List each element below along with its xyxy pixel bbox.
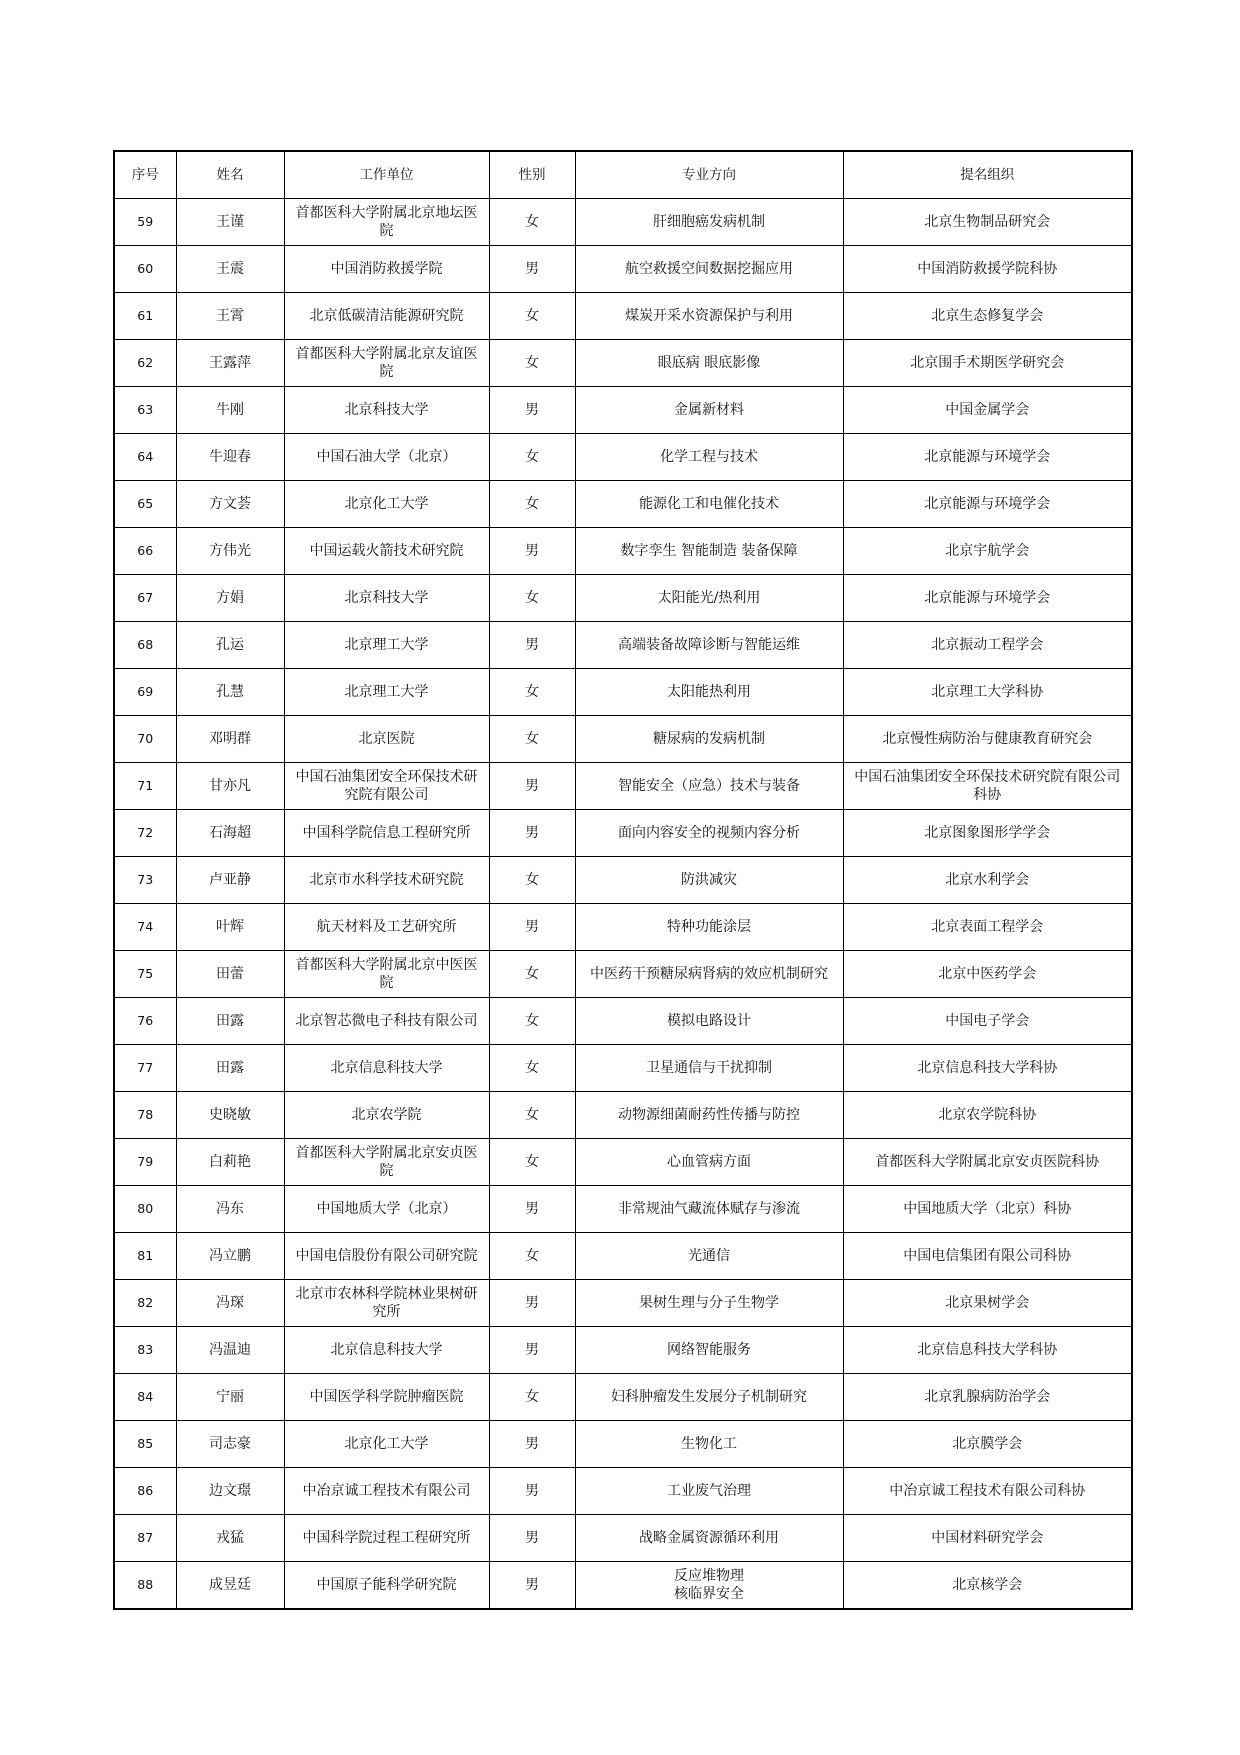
cell-nominating-org: 中国材料研究学会	[843, 1515, 1132, 1562]
cell-specialty: 糖尿病的发病机制	[575, 716, 843, 763]
cell-index: 63	[114, 387, 176, 434]
cell-name: 戎猛	[176, 1515, 284, 1562]
cell-employer: 中国地质大学（北京）	[284, 1186, 489, 1233]
table-row	[114, 340, 1132, 387]
cell-gender: 男	[489, 387, 575, 434]
cell-nominating-org: 北京能源与环境学会	[843, 481, 1132, 528]
cell-nominating-org: 北京中医药学会	[843, 951, 1132, 998]
cell-index: 75	[114, 951, 176, 998]
cell-name: 王露萍	[176, 340, 284, 387]
cell-gender: 男	[489, 904, 575, 951]
table-row	[114, 1421, 1132, 1468]
cell-nominating-org: 北京生物制品研究会	[843, 199, 1132, 246]
header-specialty: 专业方向	[575, 151, 843, 199]
document-page	[113, 150, 1131, 1610]
cell-gender: 女	[489, 199, 575, 246]
cell-nominating-org: 北京宇航学会	[843, 528, 1132, 575]
cell-gender: 女	[489, 669, 575, 716]
cell-index: 81	[114, 1233, 176, 1280]
cell-name: 边文璟	[176, 1468, 284, 1515]
cell-nominating-org: 北京核学会	[843, 1562, 1132, 1610]
cell-name: 方文荟	[176, 481, 284, 528]
cell-index: 84	[114, 1374, 176, 1421]
table-row	[114, 1045, 1132, 1092]
cell-index: 71	[114, 763, 176, 810]
cell-index: 86	[114, 1468, 176, 1515]
cell-employer: 中国医学科学院肿瘤医院	[284, 1374, 489, 1421]
cell-nominating-org: 北京振动工程学会	[843, 622, 1132, 669]
cell-name: 冯琛	[176, 1280, 284, 1327]
cell-name: 冯东	[176, 1186, 284, 1233]
cell-name: 王谨	[176, 199, 284, 246]
cell-specialty: 工业废气治理	[575, 1468, 843, 1515]
cell-name: 石海超	[176, 810, 284, 857]
cell-nominating-org: 北京生态修复学会	[843, 293, 1132, 340]
cell-gender: 男	[489, 528, 575, 575]
table-row	[114, 434, 1132, 481]
cell-specialty: 反应堆物理 核临界安全	[575, 1562, 843, 1610]
cell-name: 牛迎春	[176, 434, 284, 481]
cell-employer: 北京信息科技大学	[284, 1045, 489, 1092]
cell-nominating-org: 北京理工大学科协	[843, 669, 1132, 716]
cell-employer: 北京科技大学	[284, 575, 489, 622]
table-row	[114, 904, 1132, 951]
cell-name: 邓明群	[176, 716, 284, 763]
table-row	[114, 716, 1132, 763]
cell-employer: 北京智芯微电子科技有限公司	[284, 998, 489, 1045]
cell-nominating-org: 中冶京诚工程技术有限公司科协	[843, 1468, 1132, 1515]
cell-name: 司志豪	[176, 1421, 284, 1468]
cell-specialty: 光通信	[575, 1233, 843, 1280]
cell-employer: 北京化工大学	[284, 1421, 489, 1468]
table-row	[114, 528, 1132, 575]
cell-specialty: 动物源细菌耐药性传播与防控	[575, 1092, 843, 1139]
cell-employer: 北京市水科学技术研究院	[284, 857, 489, 904]
cell-gender: 男	[489, 1327, 575, 1374]
table-row	[114, 998, 1132, 1045]
cell-employer: 北京信息科技大学	[284, 1327, 489, 1374]
cell-name: 牛刚	[176, 387, 284, 434]
cell-gender: 男	[489, 622, 575, 669]
cell-gender: 女	[489, 1139, 575, 1186]
cell-index: 77	[114, 1045, 176, 1092]
cell-specialty: 中医药干预糖尿病肾病的效应机制研究	[575, 951, 843, 998]
table-row	[114, 1374, 1132, 1421]
cell-nominating-org: 北京表面工程学会	[843, 904, 1132, 951]
cell-specialty: 化学工程与技术	[575, 434, 843, 481]
cell-specialty: 战略金属资源循环利用	[575, 1515, 843, 1562]
cell-index: 82	[114, 1280, 176, 1327]
cell-specialty: 心血管病方面	[575, 1139, 843, 1186]
cell-name: 孔慧	[176, 669, 284, 716]
cell-gender: 男	[489, 763, 575, 810]
cell-name: 王震	[176, 246, 284, 293]
cell-specialty: 能源化工和电催化技术	[575, 481, 843, 528]
cell-index: 61	[114, 293, 176, 340]
table-row	[114, 951, 1132, 998]
cell-index: 83	[114, 1327, 176, 1374]
cell-specialty: 卫星通信与干扰抑制	[575, 1045, 843, 1092]
header-index: 序号	[114, 151, 176, 199]
cell-index: 78	[114, 1092, 176, 1139]
cell-nominating-org: 北京信息科技大学科协	[843, 1327, 1132, 1374]
cell-nominating-org: 北京能源与环境学会	[843, 434, 1132, 481]
cell-employer: 首都医科大学附属北京中医医院	[284, 951, 489, 998]
cell-name: 甘亦凡	[176, 763, 284, 810]
cell-nominating-org: 中国电信集团有限公司科协	[843, 1233, 1132, 1280]
cell-specialty: 防洪减灾	[575, 857, 843, 904]
cell-specialty: 煤炭开采水资源保护与利用	[575, 293, 843, 340]
nominee-table	[113, 150, 1133, 1610]
cell-index: 70	[114, 716, 176, 763]
cell-employer: 北京科技大学	[284, 387, 489, 434]
cell-name: 方伟光	[176, 528, 284, 575]
cell-index: 73	[114, 857, 176, 904]
cell-name: 冯立鹏	[176, 1233, 284, 1280]
table-row	[114, 1233, 1132, 1280]
table-row	[114, 1092, 1132, 1139]
table-row	[114, 246, 1132, 293]
cell-specialty: 眼底病 眼底影像	[575, 340, 843, 387]
table-row	[114, 1468, 1132, 1515]
cell-name: 田蕾	[176, 951, 284, 998]
cell-name: 宁丽	[176, 1374, 284, 1421]
cell-employer: 中国石油大学（北京）	[284, 434, 489, 481]
cell-index: 60	[114, 246, 176, 293]
cell-nominating-org: 北京信息科技大学科协	[843, 1045, 1132, 1092]
cell-name: 史晓敏	[176, 1092, 284, 1139]
cell-employer: 中国原子能科学研究院	[284, 1562, 489, 1610]
cell-index: 62	[114, 340, 176, 387]
table-row	[114, 1327, 1132, 1374]
cell-name: 卢亚静	[176, 857, 284, 904]
cell-specialty: 数字孪生 智能制造 装备保障	[575, 528, 843, 575]
cell-specialty: 非常规油气藏流体赋存与渗流	[575, 1186, 843, 1233]
cell-specialty: 妇科肿瘤发生发展分子机制研究	[575, 1374, 843, 1421]
cell-specialty: 航空救援空间数据挖掘应用	[575, 246, 843, 293]
cell-nominating-org: 北京水利学会	[843, 857, 1132, 904]
cell-nominating-org: 北京膜学会	[843, 1421, 1132, 1468]
cell-employer: 中国消防救援学院	[284, 246, 489, 293]
table-row	[114, 857, 1132, 904]
cell-index: 87	[114, 1515, 176, 1562]
cell-gender: 女	[489, 481, 575, 528]
cell-index: 66	[114, 528, 176, 575]
cell-gender: 男	[489, 1186, 575, 1233]
table-row	[114, 1139, 1132, 1186]
cell-gender: 男	[489, 1421, 575, 1468]
cell-gender: 女	[489, 340, 575, 387]
cell-specialty: 金属新材料	[575, 387, 843, 434]
cell-employer: 中国运载火箭技术研究院	[284, 528, 489, 575]
cell-gender: 男	[489, 1562, 575, 1610]
cell-gender: 女	[489, 434, 575, 481]
cell-nominating-org: 北京慢性病防治与健康教育研究会	[843, 716, 1132, 763]
cell-nominating-org: 首都医科大学附属北京安贞医院科协	[843, 1139, 1132, 1186]
cell-employer: 北京理工大学	[284, 669, 489, 716]
table-row	[114, 199, 1132, 246]
cell-gender: 男	[489, 1515, 575, 1562]
cell-name: 白莉艳	[176, 1139, 284, 1186]
header-nominating-org: 提名组织	[843, 151, 1132, 199]
cell-gender: 男	[489, 810, 575, 857]
cell-specialty: 智能安全（应急）技术与装备	[575, 763, 843, 810]
cell-specialty: 太阳能热利用	[575, 669, 843, 716]
cell-gender: 女	[489, 998, 575, 1045]
cell-specialty: 高端装备故障诊断与智能运维	[575, 622, 843, 669]
table-row	[114, 1280, 1132, 1327]
cell-gender: 女	[489, 575, 575, 622]
cell-gender: 女	[489, 1045, 575, 1092]
cell-specialty: 太阳能光/热利用	[575, 575, 843, 622]
cell-employer: 中冶京诚工程技术有限公司	[284, 1468, 489, 1515]
cell-nominating-org: 中国电子学会	[843, 998, 1132, 1045]
cell-name: 王霄	[176, 293, 284, 340]
header-name: 姓名	[176, 151, 284, 199]
table-body	[114, 199, 1132, 1610]
cell-nominating-org: 中国金属学会	[843, 387, 1132, 434]
cell-employer: 首都医科大学附属北京地坛医院	[284, 199, 489, 246]
cell-employer: 航天材料及工艺研究所	[284, 904, 489, 951]
cell-specialty: 肝细胞癌发病机制	[575, 199, 843, 246]
cell-employer: 北京理工大学	[284, 622, 489, 669]
cell-nominating-org: 中国地质大学（北京）科协	[843, 1186, 1132, 1233]
table-row	[114, 622, 1132, 669]
cell-index: 65	[114, 481, 176, 528]
table-row	[114, 387, 1132, 434]
cell-specialty: 特种功能涂层	[575, 904, 843, 951]
cell-specialty: 网络智能服务	[575, 1327, 843, 1374]
table-row	[114, 1562, 1132, 1610]
cell-employer: 首都医科大学附属北京友谊医院	[284, 340, 489, 387]
cell-employer: 北京市农林科学院林业果树研究所	[284, 1280, 489, 1327]
table-row	[114, 1515, 1132, 1562]
cell-name: 冯温迪	[176, 1327, 284, 1374]
cell-gender: 女	[489, 716, 575, 763]
cell-nominating-org: 北京农学院科协	[843, 1092, 1132, 1139]
cell-index: 67	[114, 575, 176, 622]
cell-specialty: 生物化工	[575, 1421, 843, 1468]
cell-gender: 男	[489, 246, 575, 293]
cell-gender: 女	[489, 1092, 575, 1139]
cell-index: 68	[114, 622, 176, 669]
cell-nominating-org: 中国消防救援学院科协	[843, 246, 1132, 293]
table-row	[114, 293, 1132, 340]
table-row	[114, 575, 1132, 622]
cell-index: 74	[114, 904, 176, 951]
table-header-row	[114, 151, 1132, 199]
cell-index: 80	[114, 1186, 176, 1233]
cell-index: 85	[114, 1421, 176, 1468]
table-row	[114, 481, 1132, 528]
cell-index: 88	[114, 1562, 176, 1610]
cell-gender: 女	[489, 1233, 575, 1280]
cell-gender: 女	[489, 1374, 575, 1421]
cell-specialty: 果树生理与分子生物学	[575, 1280, 843, 1327]
cell-index: 72	[114, 810, 176, 857]
header-employer: 工作单位	[284, 151, 489, 199]
cell-nominating-org: 北京能源与环境学会	[843, 575, 1132, 622]
cell-nominating-org: 北京围手术期医学研究会	[843, 340, 1132, 387]
cell-index: 59	[114, 199, 176, 246]
cell-employer: 中国科学院信息工程研究所	[284, 810, 489, 857]
cell-employer: 北京医院	[284, 716, 489, 763]
cell-specialty: 模拟电路设计	[575, 998, 843, 1045]
table-row	[114, 669, 1132, 716]
cell-name: 方娟	[176, 575, 284, 622]
cell-employer: 中国科学院过程工程研究所	[284, 1515, 489, 1562]
cell-employer: 北京低碳清洁能源研究院	[284, 293, 489, 340]
cell-employer: 首都医科大学附属北京安贞医院	[284, 1139, 489, 1186]
cell-gender: 女	[489, 293, 575, 340]
cell-employer: 中国石油集团安全环保技术研究院有限公司	[284, 763, 489, 810]
cell-specialty: 面向内容安全的视频内容分析	[575, 810, 843, 857]
cell-gender: 男	[489, 1280, 575, 1327]
cell-index: 76	[114, 998, 176, 1045]
cell-index: 79	[114, 1139, 176, 1186]
cell-index: 64	[114, 434, 176, 481]
cell-gender: 男	[489, 1468, 575, 1515]
cell-nominating-org: 北京果树学会	[843, 1280, 1132, 1327]
cell-nominating-org: 中国石油集团安全环保技术研究院有限公司科协	[843, 763, 1132, 810]
header-gender: 性别	[489, 151, 575, 199]
cell-name: 孔运	[176, 622, 284, 669]
cell-nominating-org: 北京图象图形学学会	[843, 810, 1132, 857]
cell-employer: 北京化工大学	[284, 481, 489, 528]
cell-name: 田露	[176, 1045, 284, 1092]
cell-gender: 女	[489, 951, 575, 998]
table-row	[114, 763, 1132, 810]
cell-name: 成昱廷	[176, 1562, 284, 1610]
cell-nominating-org: 北京乳腺病防治学会	[843, 1374, 1132, 1421]
cell-name: 叶辉	[176, 904, 284, 951]
cell-employer: 中国电信股份有限公司研究院	[284, 1233, 489, 1280]
table-row	[114, 810, 1132, 857]
cell-index: 69	[114, 669, 176, 716]
cell-gender: 女	[489, 857, 575, 904]
cell-name: 田露	[176, 998, 284, 1045]
table-row	[114, 1186, 1132, 1233]
cell-employer: 北京农学院	[284, 1092, 489, 1139]
